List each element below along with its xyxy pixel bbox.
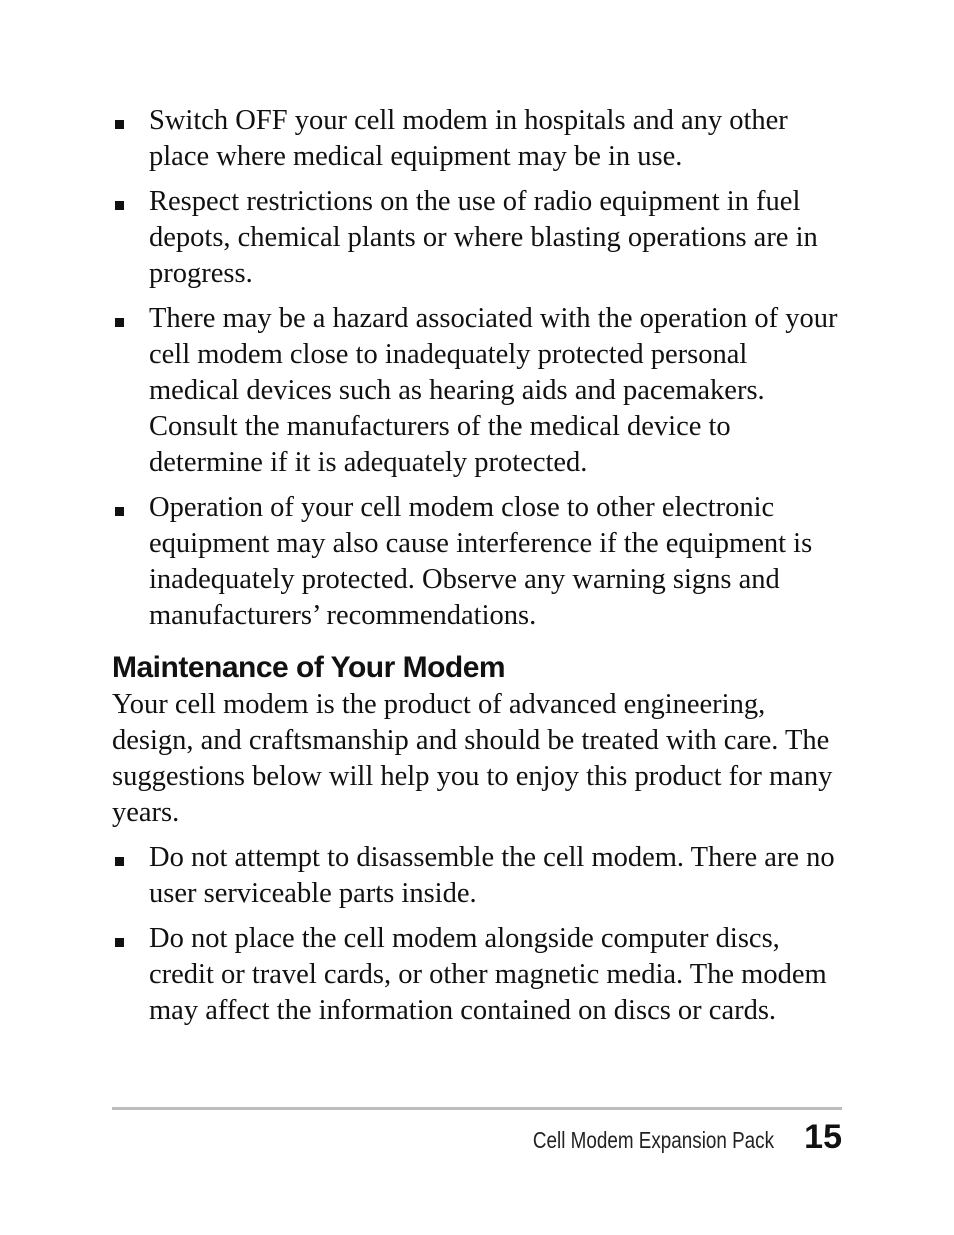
page-number: 15 (804, 1118, 842, 1156)
list-item: Do not attempt to disassemble the cell modem. There are no user serviceable parts inside. (112, 840, 842, 912)
list-item: Do not place the cell modem alongside computer discs, credit or travel cards, or other magnetic media. The modem may affect the information contained on discs or cards. (112, 921, 842, 1029)
page-footer (480, 1118, 842, 1157)
section-intro: Your cell modem is the product of advanced engineering, design, and craftsmanship and should be treated with care. The suggestions below will help you to enjoy this product for many years. (112, 689, 833, 828)
footer-title: Cell Modem Expansion Pack (533, 1127, 775, 1153)
list-item: Operation of your cell modem close to other electronic equipment may also cause interference if the equipment is inadequately protected. Observe any warning signs and manufacturers’ recommendations. (112, 490, 842, 634)
section-heading: Maintenance of Your Modem (112, 651, 506, 684)
safety-bullet-list (112, 103, 842, 634)
maintenance-bullet-list (112, 840, 842, 1029)
list-item: There may be a hazard associated with the operation of your cell modem close to inadequately protected personal medical devices such as hearing aids and pacemakers. Consult the manufacturers of the medical device to determine if it is adequately protected. (112, 301, 842, 481)
list-item: Respect restrictions on the use of radio equipment in fuel depots, chemical plants or where blasting operations are in progress. (112, 184, 842, 292)
footer-divider (112, 1107, 842, 1110)
list-item: Switch OFF your cell modem in hospitals and any other place where medical equipment may be in use. (112, 103, 842, 175)
page-content (112, 103, 842, 1038)
